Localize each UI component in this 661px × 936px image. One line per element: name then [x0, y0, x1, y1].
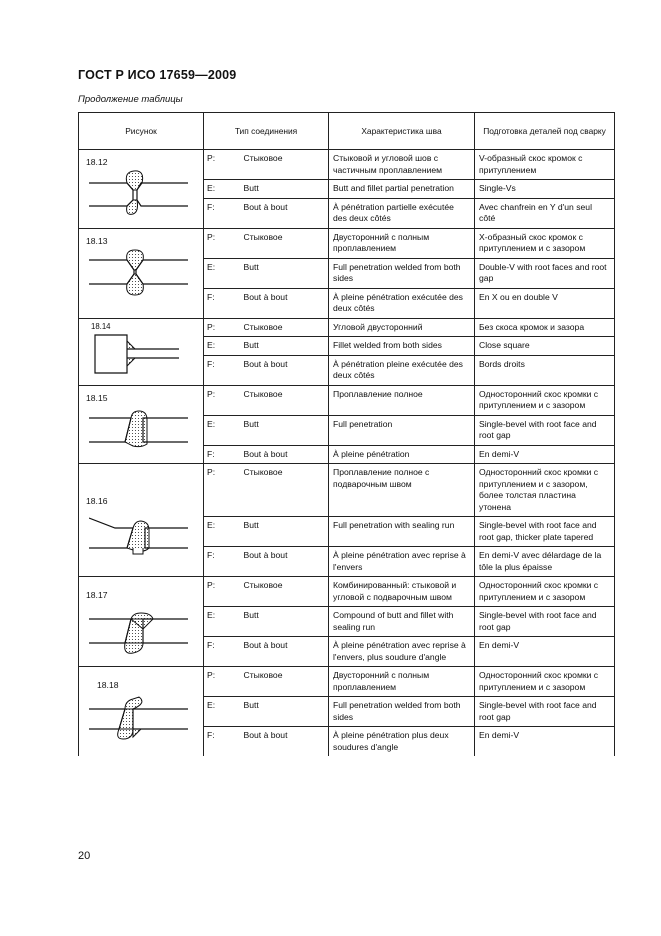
joint-type: Butt: [242, 697, 329, 727]
weld-feature: À pleine pénétration avec reprise à l'envers: [329, 547, 475, 577]
joint-type: Bout à bout: [242, 547, 329, 577]
joint-type: Bout à bout: [242, 637, 329, 667]
joint-type: Bout à bout: [242, 445, 329, 464]
lang-code: P:: [204, 385, 242, 415]
joint-type: Butt: [242, 607, 329, 637]
weld-feature: Проплавление полное с подварочным швом: [329, 464, 475, 517]
weld-diagram-18-14: [89, 331, 193, 379]
lang-code: F:: [204, 355, 242, 385]
figure-cell-18-18: [79, 667, 204, 757]
figure-cell-18-15: [79, 385, 204, 464]
weld-diagram-18-17: [89, 611, 193, 657]
lang-code: P:: [204, 464, 242, 517]
preparation: V-образный скос кромок с притуплением: [475, 150, 615, 180]
joint-type: Стыковое: [242, 228, 329, 258]
figure-cell-18-14: [79, 318, 204, 385]
preparation: Односторонний скос кромки с притуплением и с зазором: [475, 577, 615, 607]
joint-type: Bout à bout: [242, 288, 329, 318]
lang-code: E:: [204, 415, 242, 445]
weld-feature: Двусторонний с полным проплавлением: [329, 228, 475, 258]
table-header-row: [79, 113, 615, 150]
weld-feature: Compound of butt and fillet with sealing run: [329, 607, 475, 637]
joint-type: Butt: [242, 415, 329, 445]
weld-feature: Проплавление полное: [329, 385, 475, 415]
weld-diagram-18-18: [89, 693, 193, 743]
figure-number: 18.15: [86, 392, 108, 403]
header-joint-type: Тип соединения: [204, 113, 329, 150]
figure-cell-18-17: [79, 577, 204, 667]
preparation: X-образный скос кромок с притуплением и с зазором: [475, 228, 615, 258]
header-weld-feature: Характеристика шва: [329, 113, 475, 150]
header-figure: Рисунок: [79, 113, 204, 150]
preparation: Double-V with root faces and root gap: [475, 258, 615, 288]
lang-code: F:: [204, 637, 242, 667]
weld-feature: Комбинированный: стыковой и угловой с подварочным швом: [329, 577, 475, 607]
joint-type: Butt: [242, 337, 329, 356]
joint-type: Стыковое: [242, 318, 329, 337]
preparation: Single-bevel with root face and root gap: [475, 697, 615, 727]
preparation: En demi-V avec délardage de la tôle la plus épaisse: [475, 547, 615, 577]
lang-code: F:: [204, 445, 242, 464]
preparation: Односторонний скос кромки с притуплением и с зазором, более толстая пластина утонена: [475, 464, 615, 517]
table-row: [79, 318, 615, 337]
table-row: [79, 385, 615, 415]
joint-type: Стыковое: [242, 385, 329, 415]
preparation: Односторонний скос кромки с притуплением и с зазором: [475, 385, 615, 415]
weld-feature: Butt and fillet partial penetration: [329, 180, 475, 199]
figure-cell-18-16: [79, 464, 204, 577]
figure-number: 18.13: [86, 235, 108, 246]
table-row: [79, 150, 615, 180]
joint-type: Стыковое: [242, 150, 329, 180]
weld-feature: À pleine pénétration: [329, 445, 475, 464]
preparation: Avec chanfrein en Y d'un seul côté: [475, 198, 615, 228]
weld-diagram-18-13: [89, 247, 193, 297]
table-row: [79, 228, 615, 258]
joint-type: Butt: [242, 517, 329, 547]
preparation: En X ou en double V: [475, 288, 615, 318]
preparation: Односторонний скос кромки с притуплением и с зазором: [475, 667, 615, 697]
table-row: [79, 464, 615, 517]
weld-feature: Угловой двусторонний: [329, 318, 475, 337]
weld-feature: Full penetration: [329, 415, 475, 445]
preparation: En demi-V: [475, 637, 615, 667]
lang-code: E:: [204, 517, 242, 547]
weld-feature: Двусторонний с полным проплавлением: [329, 667, 475, 697]
weld-feature: À pleine pénétration avec reprise à l'envers, plus soudure d'angle: [329, 637, 475, 667]
figure-number: 18.12: [86, 157, 108, 167]
preparation: Single-bevel with root face and root gap: [475, 415, 615, 445]
joint-type: Butt: [242, 180, 329, 199]
lang-code: E:: [204, 607, 242, 637]
weld-feature: À pleine pénétration plus deux soudures d'angle: [329, 727, 475, 757]
weld-feature: Full penetration welded from both sides: [329, 258, 475, 288]
lang-code: P:: [204, 228, 242, 258]
table-row: [79, 577, 615, 607]
joint-type: Стыковое: [242, 464, 329, 517]
joint-type: Butt: [242, 258, 329, 288]
table-row: [79, 667, 615, 697]
preparation: Bords droits: [475, 355, 615, 385]
lang-code: P:: [204, 150, 242, 180]
lang-code: F:: [204, 727, 242, 757]
lang-code: E:: [204, 180, 242, 199]
lang-code: P:: [204, 667, 242, 697]
weld-feature: Fillet welded from both sides: [329, 337, 475, 356]
lang-code: E:: [204, 697, 242, 727]
lang-code: P:: [204, 318, 242, 337]
preparation: Single-bevel with root face and root gap, thicker plate tapered: [475, 517, 615, 547]
lang-code: E:: [204, 337, 242, 356]
table-continuation-label: Продолжение таблицы: [78, 94, 183, 105]
joint-type: Стыковое: [242, 577, 329, 607]
joint-type: Стыковое: [242, 667, 329, 697]
preparation: Без скоса кромок и зазора: [475, 318, 615, 337]
weld-joints-table: [78, 112, 615, 756]
preparation: Single-Vs: [475, 180, 615, 199]
figure-number: 18.14: [91, 321, 111, 331]
weld-diagram-18-16: [89, 516, 193, 556]
figure-cell-18-13: [79, 228, 204, 318]
page-number: 20: [78, 850, 91, 862]
standard-title: ГОСТ Р ИСО 17659—2009: [78, 68, 237, 82]
lang-code: F:: [204, 547, 242, 577]
preparation: En demi-V: [475, 445, 615, 464]
joint-type: Bout à bout: [242, 198, 329, 228]
weld-feature: Стыковой и угловой шов с частичным проплавлением: [329, 150, 475, 180]
lang-code: P:: [204, 577, 242, 607]
figure-number: 18.17: [86, 590, 108, 600]
lang-code: E:: [204, 258, 242, 288]
lang-code: F:: [204, 198, 242, 228]
preparation: Close square: [475, 337, 615, 356]
figure-cell-18-12: [79, 150, 204, 229]
header-preparation: Подготовка деталей под сварку: [475, 113, 615, 150]
figure-number: 18.18: [97, 680, 119, 690]
preparation: En demi-V: [475, 727, 615, 757]
joint-type: Bout à bout: [242, 727, 329, 757]
lang-code: F:: [204, 288, 242, 318]
weld-feature: À pleine pénétration exécutée des deux côtés: [329, 288, 475, 318]
figure-number: 18.16: [86, 496, 108, 506]
weld-feature: À pénétration pleine exécutée des deux côtés: [329, 355, 475, 385]
weld-feature: Full penetration welded from both sides: [329, 697, 475, 727]
weld-feature: À pénétration partielle exécutée des deux côtés: [329, 198, 475, 228]
preparation: Single-bevel with root face and root gap: [475, 607, 615, 637]
joint-type: Bout à bout: [242, 355, 329, 385]
weld-feature: Full penetration with sealing run: [329, 517, 475, 547]
weld-diagram-18-15: [89, 408, 193, 454]
weld-diagram-18-12: [89, 166, 193, 216]
